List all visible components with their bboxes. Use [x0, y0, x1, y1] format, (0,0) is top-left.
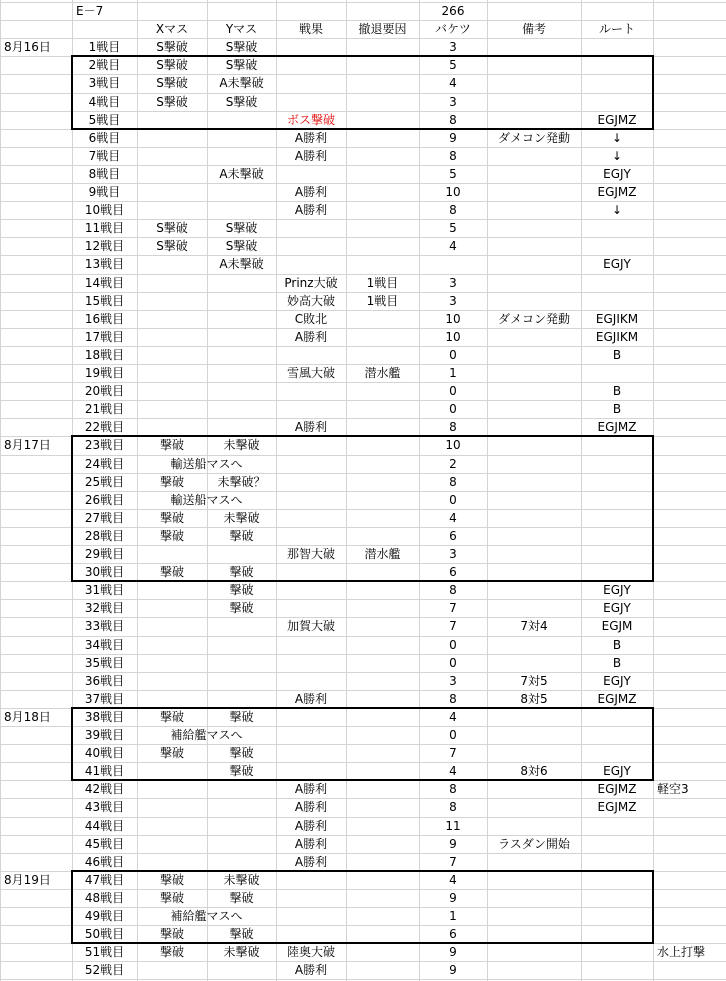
y-cell-result[interactable]: 撃破	[229, 601, 254, 615]
battle-result[interactable]: 加賀大破	[286, 619, 335, 633]
y-cell-result[interactable]: 未撃破	[223, 945, 260, 959]
bucket-count[interactable]: 4	[449, 710, 457, 724]
bucket-count[interactable]: 6	[449, 529, 457, 543]
y-cell-result[interactable]: 撃破	[229, 891, 254, 905]
battle-number[interactable]: 28戦目	[84, 529, 125, 543]
bucket-count[interactable]: 3	[449, 547, 457, 561]
stage-label[interactable]: E－7	[76, 4, 104, 18]
bucket-count[interactable]: 11	[445, 819, 461, 833]
route[interactable]: ↓	[611, 131, 623, 145]
bucket-count[interactable]: 0	[449, 402, 457, 416]
battle-number[interactable]: 3戦目	[88, 76, 121, 90]
battle-number[interactable]: 45戦目	[84, 837, 125, 851]
battle-number[interactable]: 47戦目	[84, 873, 125, 887]
battle-result[interactable]: 妙高大破	[286, 294, 335, 308]
battle-number[interactable]: 12戦目	[84, 239, 125, 253]
bucket-count[interactable]: 9	[449, 131, 457, 145]
y-cell-result[interactable]: 未撃破	[223, 511, 260, 525]
battle-result[interactable]: 那智大破	[286, 547, 335, 561]
battle-number[interactable]: 6戦目	[88, 131, 121, 145]
route[interactable]: B	[612, 348, 622, 362]
bucket-count[interactable]: 9	[449, 945, 457, 959]
y-cell-result[interactable]: 撃破	[229, 583, 254, 597]
bucket-count[interactable]: 8	[449, 692, 457, 706]
route[interactable]: B	[612, 638, 622, 652]
x-cell-result[interactable]: 撃破	[159, 873, 184, 887]
y-cell-result[interactable]: A未撃破	[219, 257, 264, 271]
note-header[interactable]: 備考	[521, 22, 546, 36]
xy-note[interactable]: 輸送船マスへ	[170, 493, 243, 507]
battle-number[interactable]: 30戦目	[84, 565, 125, 579]
bucket-count[interactable]: 8	[449, 800, 457, 814]
route[interactable]: B	[612, 656, 622, 670]
x-cell-result[interactable]: 撃破	[159, 891, 184, 905]
battle-result[interactable]: A勝利	[294, 963, 328, 977]
route[interactable]: EGJMZ	[597, 782, 637, 796]
battle-number[interactable]: 48戦目	[84, 891, 125, 905]
battle-result[interactable]: A勝利	[294, 185, 328, 199]
y-cell-result[interactable]: S撃破	[225, 58, 258, 72]
y-cell-result[interactable]: A未撃破	[219, 167, 264, 181]
buckets-total[interactable]: 266	[441, 4, 465, 18]
remark[interactable]: 7対4	[520, 619, 548, 633]
y-cell-result[interactable]: 未撃破？	[217, 475, 266, 489]
x-cell-result[interactable]: 撃破	[159, 565, 184, 579]
bucket-count[interactable]: 0	[449, 493, 457, 507]
bucket-count[interactable]: 5	[449, 221, 457, 235]
battle-number[interactable]: 18戦目	[84, 348, 125, 362]
battle-result[interactable]: A勝利	[294, 837, 328, 851]
x-cell-result[interactable]: S撃破	[156, 58, 188, 72]
route[interactable]: EGJY	[603, 167, 631, 181]
bucket-header[interactable]: バケツ	[435, 22, 471, 36]
extra-note[interactable]: 軽空3	[657, 782, 689, 796]
y-cell-result[interactable]: A未撃破	[219, 76, 264, 90]
xy-note[interactable]: 補給艦マスへ	[170, 909, 243, 923]
battle-number[interactable]: 4戦目	[88, 95, 121, 109]
retreat-reason[interactable]: 潜水艦	[364, 366, 401, 380]
bucket-count[interactable]: 9	[449, 963, 457, 977]
route[interactable]: EGJMZ	[597, 185, 637, 199]
bucket-count[interactable]: 3	[449, 674, 457, 688]
battle-number[interactable]: 7戦目	[88, 149, 121, 163]
battle-number[interactable]: 46戦目	[84, 855, 125, 869]
battle-number[interactable]: 14戦目	[84, 276, 125, 290]
y-cell-result[interactable]: 未撃破	[223, 438, 260, 452]
route[interactable]: B	[612, 384, 622, 398]
battle-number[interactable]: 35戦目	[84, 656, 125, 670]
bucket-count[interactable]: 7	[449, 619, 457, 633]
battle-number[interactable]: 49戦目	[84, 909, 125, 923]
y-cell-header[interactable]: Yマス	[225, 22, 258, 36]
y-cell-result[interactable]: 未撃破	[223, 873, 260, 887]
battle-number[interactable]: 9戦目	[88, 185, 121, 199]
bucket-count[interactable]: 4	[449, 239, 457, 253]
battle-number[interactable]: 34戦目	[84, 638, 125, 652]
x-cell-result[interactable]: S撃破	[156, 239, 188, 253]
grid-line	[0, 979, 726, 980]
bucket-count[interactable]: 0	[449, 656, 457, 670]
x-cell-result[interactable]: 撃破	[159, 746, 184, 760]
battle-number[interactable]: 5戦目	[88, 113, 121, 127]
route[interactable]: EGJY	[603, 764, 631, 778]
y-cell-result[interactable]: S撃破	[225, 239, 258, 253]
route[interactable]: EGJIKM	[595, 312, 639, 326]
bucket-count[interactable]: 3	[449, 276, 457, 290]
y-cell-result[interactable]: 撃破	[229, 565, 254, 579]
route[interactable]: EGJY	[603, 583, 631, 597]
battle-number[interactable]: 2戦目	[88, 58, 121, 72]
retreat-reason[interactable]: 1戦目	[366, 276, 399, 290]
battle-number[interactable]: 44戦目	[84, 819, 125, 833]
date-label[interactable]: 8月19日	[4, 873, 51, 887]
route[interactable]: EGJMZ	[597, 692, 637, 706]
bucket-count[interactable]: 6	[449, 927, 457, 941]
battle-number[interactable]: 25戦目	[84, 475, 125, 489]
x-cell-result[interactable]: S撃破	[156, 95, 188, 109]
bucket-count[interactable]: 4	[449, 76, 457, 90]
route[interactable]: EGJMZ	[597, 420, 637, 434]
battle-number[interactable]: 17戦目	[84, 330, 125, 344]
bucket-count[interactable]: 5	[449, 167, 457, 181]
y-cell-result[interactable]: 撃破	[229, 746, 254, 760]
retreat-reason[interactable]: 1戦目	[366, 294, 399, 308]
bucket-count[interactable]: 8	[449, 583, 457, 597]
battle-result[interactable]: C敗北	[294, 312, 328, 326]
bucket-count[interactable]: 8	[449, 203, 457, 217]
x-cell-result[interactable]: 撃破	[159, 529, 184, 543]
retreat-reason[interactable]: 潜水艦	[364, 547, 401, 561]
remark[interactable]: 7対5	[520, 674, 548, 688]
route[interactable]: ↓	[611, 149, 623, 163]
route[interactable]: EGJY	[603, 257, 631, 271]
battle-number[interactable]: 8戦目	[88, 167, 121, 181]
battle-number[interactable]: 13戦目	[84, 257, 125, 271]
bucket-count[interactable]: 4	[449, 873, 457, 887]
bucket-count[interactable]: 4	[449, 511, 457, 525]
battle-result[interactable]: A勝利	[294, 149, 328, 163]
battle-result[interactable]: 雪風大破	[286, 366, 335, 380]
x-cell-result[interactable]: 撃破	[159, 710, 184, 724]
battle-number[interactable]: 42戦目	[84, 782, 125, 796]
battle-number[interactable]: 41戦目	[84, 764, 125, 778]
x-cell-result[interactable]: S撃破	[156, 40, 188, 54]
battle-result[interactable]: Prinz大破	[284, 276, 338, 290]
y-cell-result[interactable]: 撃破	[229, 710, 254, 724]
battle-number[interactable]: 52戦目	[84, 963, 125, 977]
battle-number[interactable]: 22戦目	[84, 420, 125, 434]
x-cell-result[interactable]: 撃破	[159, 511, 184, 525]
bucket-count[interactable]: 10	[445, 185, 461, 199]
battle-number[interactable]: 21戦目	[84, 402, 125, 416]
remark[interactable]: ダメコン発動	[497, 131, 570, 145]
battle-result[interactable]: A勝利	[294, 692, 328, 706]
battle-number[interactable]: 38戦目	[84, 710, 125, 724]
battle-result[interactable]: ボス撃破	[286, 113, 335, 127]
battle-result[interactable]: A勝利	[294, 855, 328, 869]
battle-result[interactable]: A勝利	[294, 131, 328, 145]
battle-number[interactable]: 11戦目	[84, 221, 125, 235]
route[interactable]: EGJIKM	[595, 330, 639, 344]
battle-result[interactable]: A勝利	[294, 800, 328, 814]
remark[interactable]: ダメコン発動	[497, 312, 570, 326]
battle-number[interactable]: 31戦目	[84, 583, 125, 597]
xy-note[interactable]: 補給艦マスへ	[170, 728, 243, 742]
bucket-count[interactable]: 7	[449, 746, 457, 760]
remark[interactable]: ラスダン開始	[498, 837, 570, 851]
battle-number[interactable]: 15戦目	[84, 294, 125, 308]
date-label[interactable]: 8月17日	[4, 438, 51, 452]
y-cell-result[interactable]: 撃破	[229, 764, 254, 778]
battle-number[interactable]: 10戦目	[84, 203, 125, 217]
y-cell-result[interactable]: S撃破	[225, 221, 258, 235]
bucket-count[interactable]: 4	[449, 764, 457, 778]
battle-number[interactable]: 51戦目	[84, 945, 125, 959]
bucket-count[interactable]: 8	[449, 113, 457, 127]
battle-number[interactable]: 29戦目	[84, 547, 125, 561]
battle-result[interactable]: A勝利	[294, 203, 328, 217]
battle-number[interactable]: 39戦目	[84, 728, 125, 742]
x-cell-result[interactable]: 撃破	[159, 945, 184, 959]
x-cell-header[interactable]: Xマス	[155, 22, 189, 36]
bucket-count[interactable]: 8	[449, 420, 457, 434]
date-label[interactable]: 8月16日	[4, 40, 51, 54]
date-label[interactable]: 8月18日	[4, 710, 51, 724]
battle-number[interactable]: 1戦目	[88, 40, 121, 54]
x-cell-result[interactable]: 撃破	[159, 475, 184, 489]
bucket-count[interactable]: 0	[449, 638, 457, 652]
battle-result[interactable]: A勝利	[294, 819, 328, 833]
remark[interactable]: 8対5	[520, 692, 548, 706]
bucket-count[interactable]: 8	[449, 782, 457, 796]
bucket-count[interactable]: 8	[449, 149, 457, 163]
result-header[interactable]: 戦果	[298, 22, 323, 36]
battle-result[interactable]: A勝利	[294, 420, 328, 434]
y-cell-result[interactable]: S撃破	[225, 40, 258, 54]
bucket-count[interactable]: 10	[445, 330, 461, 344]
battle-number[interactable]: 50戦目	[84, 927, 125, 941]
y-cell-result[interactable]: 撃破	[229, 927, 254, 941]
battle-result[interactable]: 陸奥大破	[286, 945, 335, 959]
battle-number[interactable]: 33戦目	[84, 619, 125, 633]
extra-note[interactable]: 水上打撃	[657, 945, 706, 959]
bucket-count[interactable]: 9	[449, 891, 457, 905]
battle-number[interactable]: 23戦目	[84, 438, 125, 452]
x-cell-result[interactable]: S撃破	[156, 221, 188, 235]
route[interactable]: EGJM	[601, 619, 633, 633]
x-cell-result[interactable]: 撃破	[159, 927, 184, 941]
bucket-count[interactable]: 10	[445, 312, 461, 326]
route[interactable]: EGJY	[603, 601, 631, 615]
bucket-count[interactable]: 8	[449, 475, 457, 489]
battle-result[interactable]: A勝利	[294, 782, 328, 796]
bucket-count[interactable]: 0	[449, 384, 457, 398]
y-cell-result[interactable]: 撃破	[229, 529, 254, 543]
y-cell-result[interactable]: S撃破	[225, 95, 258, 109]
retreat-header[interactable]: 撤退要因	[358, 22, 407, 36]
battle-number[interactable]: 37戦目	[84, 692, 125, 706]
xy-note[interactable]: 輸送船マスへ	[170, 457, 243, 471]
bucket-count[interactable]: 1	[449, 909, 457, 923]
route[interactable]: EGJMZ	[597, 113, 637, 127]
route-header[interactable]: ルート	[598, 22, 635, 36]
bucket-count[interactable]: 0	[449, 348, 457, 362]
battle-number[interactable]: 32戦目	[84, 601, 125, 615]
bucket-count[interactable]: 2	[449, 457, 457, 471]
route[interactable]: EGJMZ	[597, 800, 637, 814]
battle-number[interactable]: 36戦目	[84, 674, 125, 688]
bucket-count[interactable]: 9	[449, 837, 457, 851]
battle-number[interactable]: 24戦目	[84, 457, 125, 471]
bucket-count[interactable]: 10	[445, 438, 461, 452]
bucket-count[interactable]: 0	[449, 728, 457, 742]
bucket-count[interactable]: 3	[449, 40, 457, 54]
route[interactable]: B	[612, 402, 622, 416]
bucket-count[interactable]: 7	[449, 601, 457, 615]
battle-result[interactable]: A勝利	[294, 330, 328, 344]
battle-number[interactable]: 26戦目	[84, 493, 125, 507]
bucket-count[interactable]: 1	[449, 366, 457, 380]
bucket-count[interactable]: 6	[449, 565, 457, 579]
battle-number[interactable]: 16戦目	[84, 312, 125, 326]
battle-number[interactable]: 27戦目	[84, 511, 125, 525]
battle-number[interactable]: 43戦目	[84, 800, 125, 814]
bucket-count[interactable]: 3	[449, 95, 457, 109]
bucket-count[interactable]: 5	[449, 58, 457, 72]
route[interactable]: ↓	[611, 203, 623, 217]
battle-number[interactable]: 40戦目	[84, 746, 125, 760]
x-cell-result[interactable]: S撃破	[156, 76, 188, 90]
remark[interactable]: 8対6	[520, 764, 548, 778]
battle-number[interactable]: 19戦目	[84, 366, 125, 380]
bucket-count[interactable]: 3	[449, 294, 457, 308]
x-cell-result[interactable]: 撃破	[159, 438, 184, 452]
route[interactable]: EGJY	[603, 674, 631, 688]
bucket-count[interactable]: 7	[449, 855, 457, 869]
battle-number[interactable]: 20戦目	[84, 384, 125, 398]
